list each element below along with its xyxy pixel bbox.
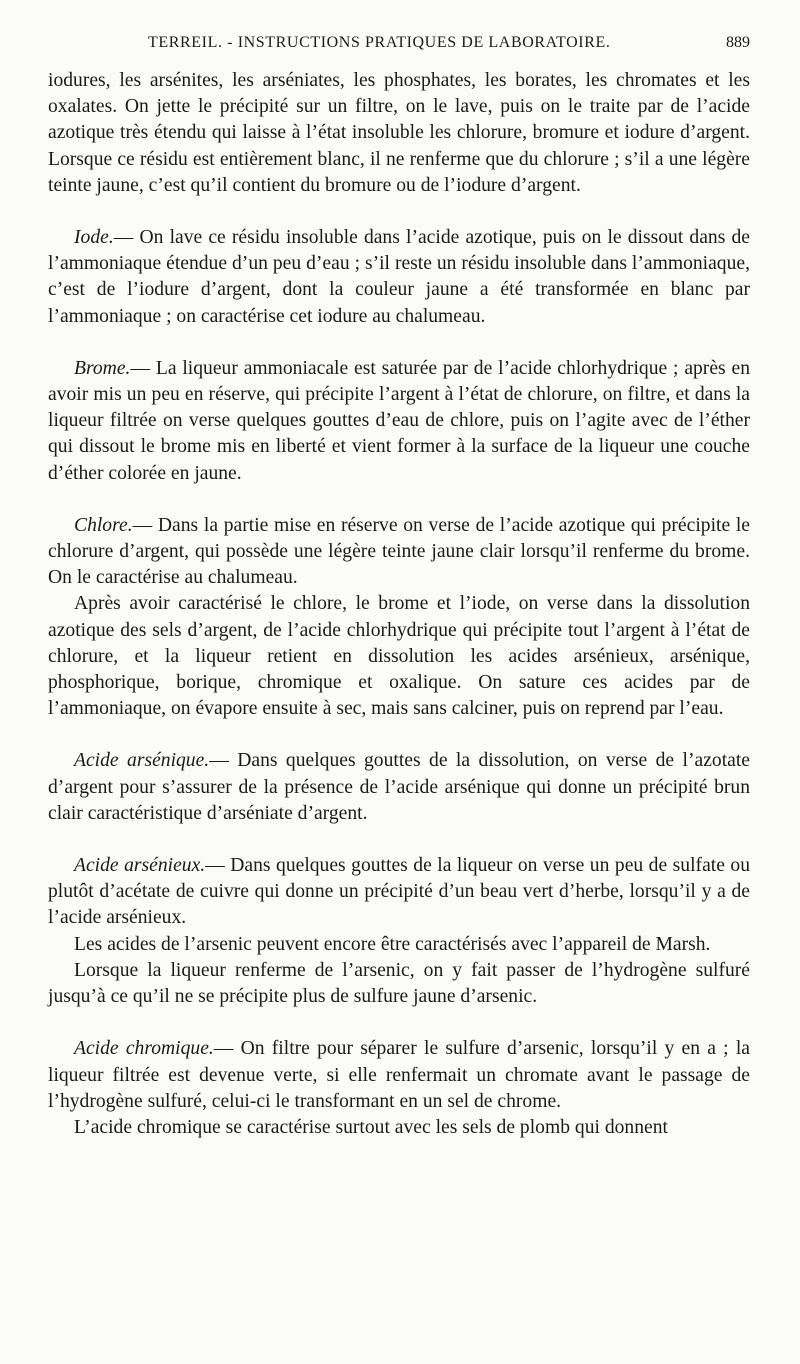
- paragraph-sels-de-plomb: [48, 1115, 750, 1141]
- paragraph-acide-chromique: [48, 1036, 750, 1115]
- paragraph-iode: [48, 225, 750, 330]
- section-heading-brome: Brome.: [74, 357, 131, 379]
- paragraph-dissolution: [48, 591, 750, 722]
- section-heading-acide-arsenique: Acide arsénique.: [74, 750, 210, 772]
- paragraph-acide-arsenieux: [48, 853, 750, 932]
- paragraph-text: Lorsque la liqueur renferme de l’arsenic, on y fait passer de l’hydrogène sulfuré jusqu’à ce qu’il ne se précipite plus de sulfure jaune d’arsenic.: [48, 959, 750, 1008]
- paragraph-text: — La liqueur ammoniacale est saturée par de l’acide chlorhydrique ; après en avoir mis un peu en réserve, qui précipite l’argent à l’état de chlorure, on filtre, et dans la liqueur filtrée on verse quelques gouttes d’eau de chlore, puis on l’agite avec de l’éther qui dissout le brome mis en liberté et vient former à la surface de la liqueur une couche d’éther colorée en jaune.: [48, 357, 750, 484]
- paragraph-text: iodures, les arsénites, les arséniates, les phosphates, les borates, les chromates et les oxalates. On jette le précipité sur un filtre, on le lave, puis on le traite par de l’acide azotique très étendu qui laisse à l’état insoluble les chlorure, bromure et iodure d’argent. Lorsque ce résidu est entièrement blanc, il ne renferme que du chlorure ; s’il a une légère teinte jaune, c’est qu’il contient du bromure ou de l’iodure d’argent.: [48, 70, 750, 196]
- section-heading-acide-chromique: Acide chromique.: [74, 1038, 214, 1060]
- paragraph-text: Après avoir caractérisé le chlore, le brome et l’iode, on verse dans la dissolution azotique des sels d’argent, de l’acide chlorhydrique qui précipite tout l’argent à l’état de chlorure, et la liqueur retient en dissolution les acides arsénieux, arsénique, phosphorique, borique, chromique et oxalique. On sature ces acides par de l’ammoniaque, on évapore ensuite à sec, mais sans calciner, puis on reprend par l’eau.: [48, 593, 750, 720]
- paragraph-text: — Dans quelques gouttes de la liqueur on verse un peu de sulfate ou plutôt d’acétate de cuivre qui donne un précipité d’un beau vert d’herbe, lorsqu’il y a de l’acide arsénieux.: [48, 855, 750, 929]
- body-text: [48, 68, 750, 1141]
- paragraph-marsh: [48, 932, 750, 958]
- paragraph-hydrogene-sulfure: [48, 958, 750, 1010]
- running-header-title: TERREIL. - INSTRUCTIONS PRATIQUES DE LABORATOIRE.: [148, 34, 611, 51]
- page-number: 889: [726, 34, 750, 51]
- paragraph-chlore: [48, 513, 750, 592]
- paragraph-text: — On filtre pour séparer le sulfure d’arsenic, lorsqu’il y en a ; la liqueur filtrée est devenue verte, si elle renfermait un chromate avant le passage de l’hydrogène sulfuré, celui-ci le transformant en un sel de chrome.: [48, 1038, 750, 1112]
- running-header: [48, 34, 750, 60]
- paragraph-brome: [48, 356, 750, 487]
- section-heading-chlore: Chlore.: [74, 514, 133, 536]
- paragraph-text: L’acide chromique se caractérise surtout avec les sels de plomb qui donnent: [74, 1116, 668, 1138]
- paragraph-intro: [48, 68, 750, 199]
- paragraph-text: — Dans quelques gouttes de la dissolution, on verse de l’azotate d’argent pour s’assurer de la présence de l’acide arsénique qui donne un précipité brun clair caractéristique d’arséniate d’argent.: [48, 750, 750, 824]
- paragraph-text: Les acides de l’arsenic peuvent encore être caractérisés avec l’appareil de Marsh.: [74, 933, 711, 955]
- paragraph-text: — Dans la partie mise en réserve on verse de l’acide azotique qui précipite le chlorure d’argent, qui possède une légère teinte jaune clair lorsqu’il renferme du brome. On le caractérise au chalumeau.: [48, 514, 750, 589]
- paragraph-text: — On lave ce résidu insoluble dans l’acide azotique, puis on le dissout dans de l’ammoniaque étendue d’un peu d’eau ; s’il reste un résidu insoluble dans l’ammoniaque, c’est de l’iodure d’argent, dont la couleur jaune a été transformée en blanc par l’ammoniaque ; on caractérise cet iodure au chalumeau.: [48, 227, 750, 327]
- section-heading-acide-arsenieux: Acide arsénieux.: [74, 855, 206, 877]
- paragraph-acide-arsenique: [48, 748, 750, 827]
- section-heading-iode: Iode.: [74, 227, 114, 249]
